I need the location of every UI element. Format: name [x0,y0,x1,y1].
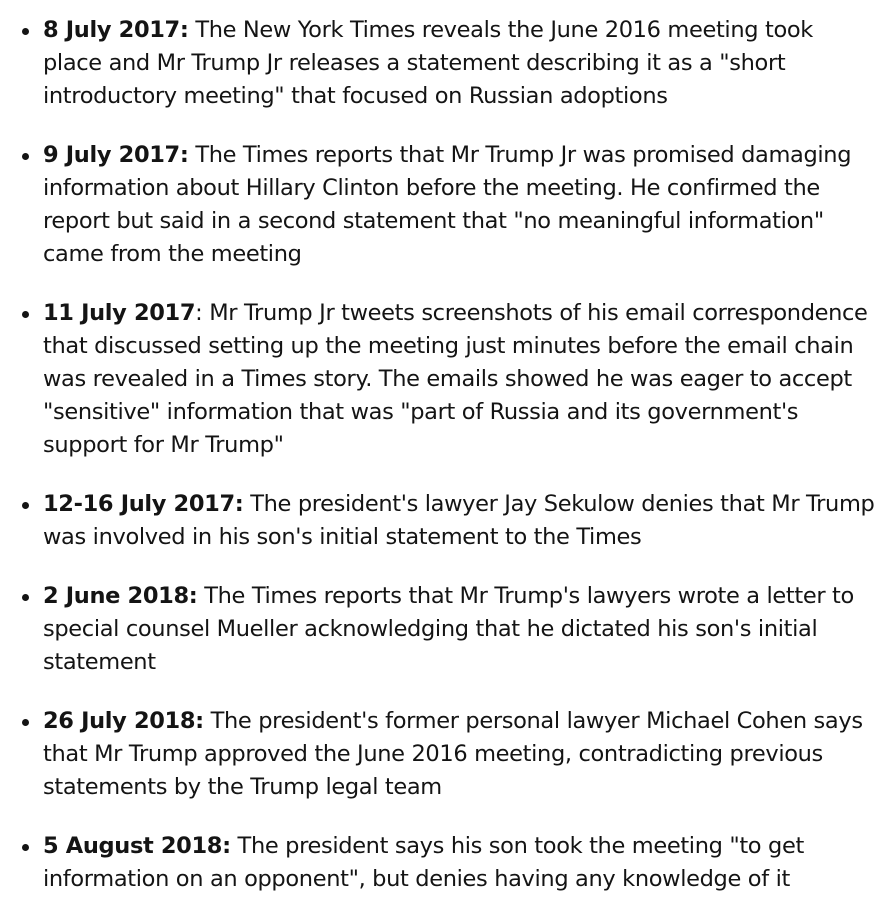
event-text: The New York Times reveals the June 2016 meeting took place and Mr Trump Jr releases a statement describing it as a "short introductory meeting" that focused on Russian adoptions [43,17,813,109]
event-text: The president's lawyer Jay Sekulow denies that Mr Trump was involved in his son's initial statement to the Times [43,491,875,550]
bullet-icon [22,311,29,318]
timeline-event [0,14,889,113]
bullet-icon [22,28,29,35]
event-date: 8 July 2017: [43,17,189,43]
event-date: 12-16 July 2017: [43,491,244,517]
timeline-event [0,830,889,896]
bullet-icon [22,594,29,601]
timeline-event [0,488,889,554]
event-date: 26 July 2018: [43,708,204,734]
event-date: 5 August 2018: [43,833,231,859]
event-text: The Times reports that Mr Trump Jr was promised damaging information about Hillary Clinton before the meeting. He confirmed the report but said in a second statement that "no meaningful information" came from the meeting [43,142,852,267]
timeline-event [0,297,889,462]
event-date: 11 July 2017 [43,300,196,326]
bullet-icon [22,153,29,160]
bullet-icon [22,719,29,726]
bullet-icon [22,502,29,509]
timeline-event [0,705,889,804]
bullet-icon [22,844,29,851]
event-date: 2 June 2018: [43,583,198,609]
event-text: The Times reports that Mr Trump's lawyers wrote a letter to special counsel Mueller acknowledging that he dictated his son's initial statement [43,583,854,675]
event-date: 9 July 2017: [43,142,189,168]
timeline-event [0,139,889,271]
timeline-event [0,580,889,679]
event-text: : Mr Trump Jr tweets screenshots of his email correspondence that discussed setting up the meeting just minutes before the email chain was revealed in a Times story. The emails showed he was eager to accept "sensitive" information that was "part of Russia and its government's support for Mr Trump" [43,300,868,458]
event-text: The president says his son took the meeting "to get information on an opponent", but denies having any knowledge of it [43,833,804,892]
event-text: The president's former personal lawyer Michael Cohen says that Mr Trump approved the June 2016 meeting, contradicting previous statements by the Trump legal team [43,708,863,800]
